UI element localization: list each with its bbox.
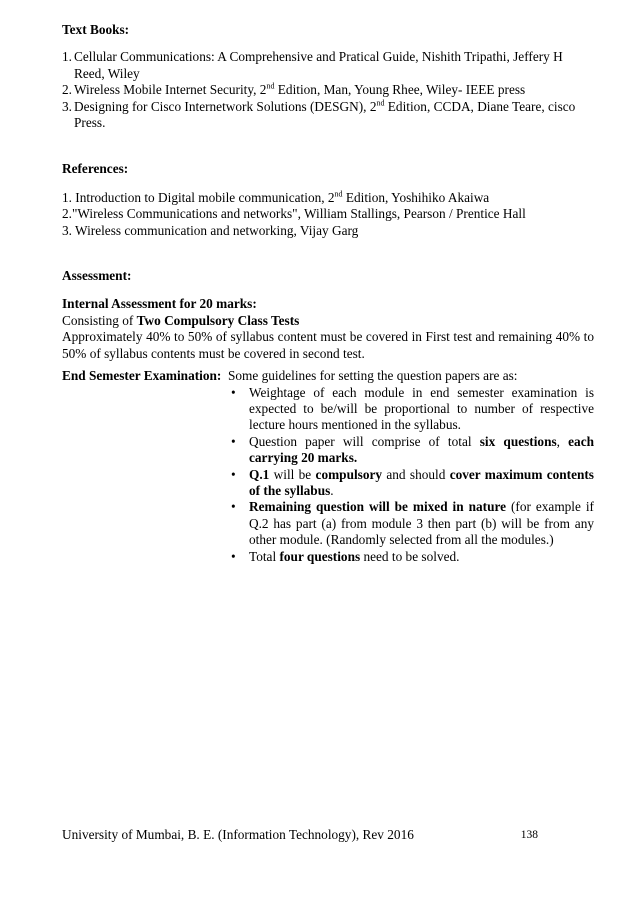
page-number: 138 xyxy=(520,829,538,841)
guidelines-list xyxy=(228,385,594,565)
guideline-item: • Weightage of each module in end semester examination is expected to be/will be proportional to number of respective lecture hours mentioned in the syllabus. xyxy=(228,385,594,434)
textbooks-heading: Text Books: xyxy=(62,22,130,37)
footer-text: University of Mumbai, B. E. (Information Technology), Rev 2016 xyxy=(62,827,414,842)
reference-item: 2."Wireless Communications and networks", William Stallings, Pearson / Prentice Hall xyxy=(62,206,526,222)
reference-item: 3. Wireless communication and networking, Vijay Garg xyxy=(62,222,359,238)
textbook-item: 1. Cellular Communications: A Comprehensive and Pratical Guide, Nishith Tripathi, Jeffery H Reed, Wiley xyxy=(62,49,563,81)
assessment-heading: Assessment: xyxy=(62,268,132,284)
consisting-line: Consisting of Two Compulsory Class Tests xyxy=(62,312,300,328)
guideline-item: • Remaining question will be mixed in nature (for example if Q.2 has part (a) from module 3 then part (b) will be from any other module. (Randomly selected from all the modules.) xyxy=(228,499,594,548)
end-sem-body xyxy=(228,368,594,565)
references-heading: References: xyxy=(62,161,129,177)
approx-paragraph: Approximately 40% to 50% of syllabus content must be covered in First test and remaining 40% to 50% of syllabus contents must be covered in second test. xyxy=(62,329,594,361)
guideline-item: • Question paper will comprise of total six questions, each carrying 20 marks. xyxy=(228,434,594,467)
reference-item: 1. Introduction to Digital mobile communication, 2nd Edition, Yoshihiko Akaiwa xyxy=(62,189,490,205)
textbooks-list xyxy=(62,49,594,131)
page-content xyxy=(62,22,594,565)
guideline-item: • Q.1 will be compulsory and should cover maximum contents of the syllabus. xyxy=(228,467,594,500)
end-sem-intro: Some guidelines for setting the question papers are as: xyxy=(228,368,518,384)
textbook-item: 2. Wireless Mobile Internet Security, 2nd Edition, Man, Young Rhee, Wiley- IEEE press xyxy=(62,81,526,98)
internal-assessment-heading: Internal Assessment for 20 marks: xyxy=(62,296,257,312)
references-list xyxy=(62,190,594,239)
end-sem-label: End Semester Examination: xyxy=(62,368,222,384)
end-sem-section xyxy=(62,368,594,565)
guideline-item: • Total four questions need to be solved. xyxy=(228,549,594,565)
page-footer xyxy=(62,827,538,843)
textbook-item: 3. Designing for Cisco Internetwork Solutions (DESGN), 2nd Edition, CCDA, Diane Teare, cisco Press. xyxy=(62,98,576,131)
